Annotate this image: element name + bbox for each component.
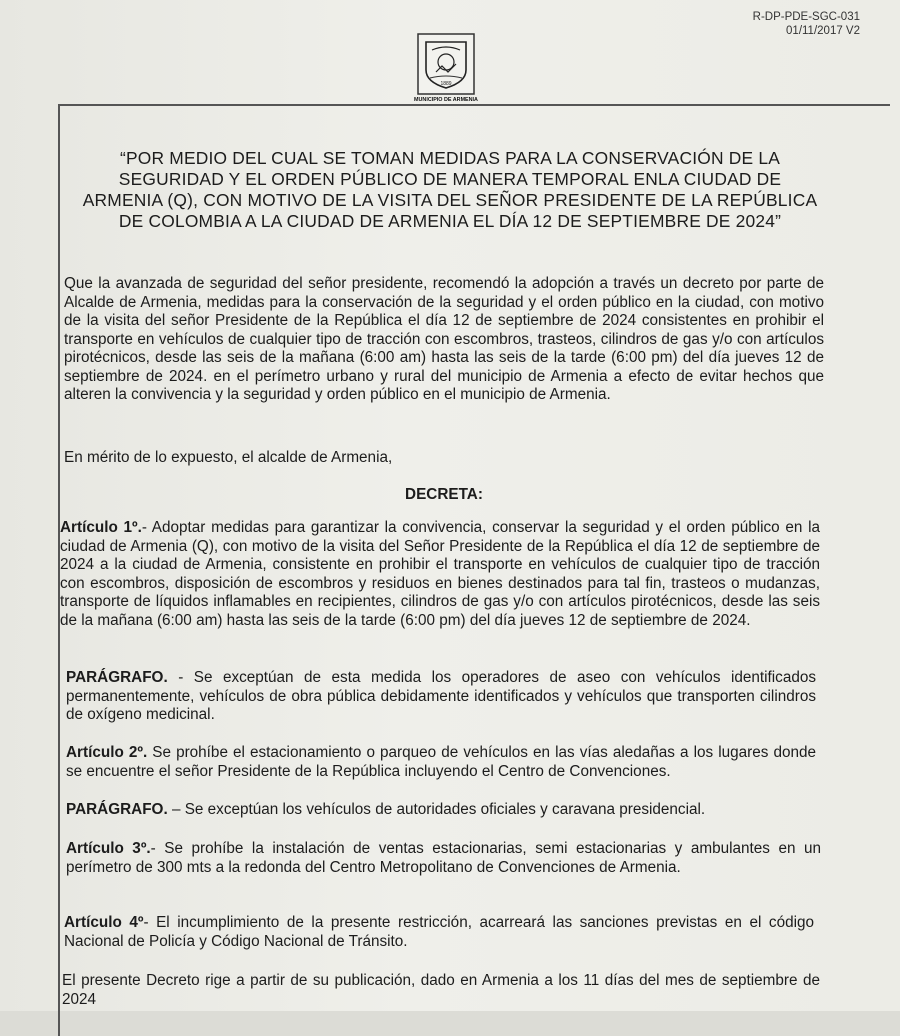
intro-paragraph: Que la avanzada de seguridad del señor presidente, recomendó la adopción a través un decreto por parte de Alcalde de Armenia, medidas para la conservación de la seguridad y el orden público en la ciudad, con motivo de la visita del señor Presidente de la República el día 12 de septiembre de 2024 consistentes en prohibir el transporte en vehículos de cualquier tipo de tracción con escombros, trasteos, cilindros de gas y/o con artículos pirotécnicos, desde las seis de la mañana (6:00 am) hasta las seis de la tarde (6:00 pm) del día jueves 12 de septiembre de 2024. en el perímetro urbano y rural del municipio de Armenia a efecto de evitar hechos que alteren la convivencia y la seguridad y orden público en el municipio de Armenia. xyxy=(64,275,824,403)
article-4 xyxy=(64,914,814,951)
svg-text:MUNICIPIO DE ARMENIA: MUNICIPIO DE ARMENIA xyxy=(414,97,478,103)
document-code-block xyxy=(753,10,860,38)
article-3-label: Artículo 3º. xyxy=(66,840,151,857)
decreta-heading: DECRETA: xyxy=(405,486,483,503)
article-4-label: Artículo 4º xyxy=(64,914,144,931)
paragraph-1 xyxy=(66,669,816,725)
article-1 xyxy=(60,519,820,630)
article-3-text: - Se prohíbe la instalación de ventas estacionarias, semi estacionarias y ambulantes en un perímetro de 300 mts a la redonda del Centro Metropolitano de Convenciones de Armenia. xyxy=(66,840,822,876)
document-code: R-DP-PDE-SGC-031 xyxy=(752,11,860,23)
article-1-text: - Adoptar medidas para garantizar la convivencia, conservar la seguridad y el orden público en la ciudad de Armenia (Q), con motivo de la visita del Señor Presidente de la República el día 12 de septiembre de 2024 a la ciudad de Armenia, consistente en prohibir el transporte en vehículos de cualquier tipo de tracción con escombros, disposición de escombros y residuos en bienes destinados para tal fin, trasteos o mudanzas, transporte de líquidos inflamables en recipientes, cilindros de gas y/o con artículos pirotécnicos, desde las seis de la mañana (6:00 am) hasta las seis de la tarde (6:00 pm) del día jueves 12 de septiembre de 2024. xyxy=(60,519,820,629)
municipality-seal-logo xyxy=(414,32,478,104)
article-4-text: - El incumplimiento de la presente restricción, acarreará las sanciones previstas en el código Nacional de Policía y Código Nacional de Tránsito. xyxy=(64,914,814,950)
paragraph-2-text: – Se exceptúan los vehículos de autoridades oficiales y caravana presidencial. xyxy=(167,801,706,818)
paragraph-2-label: PARÁGRAFO. xyxy=(66,801,168,818)
article-2-text: Se prohíbe el estacionamiento o parqueo de vehículos en las vías aledañas a los lugares donde se encuentre el señor Presidente de la República incluyendo el Centro de Convenciones. xyxy=(66,744,816,780)
decree-title: “POR MEDIO DEL CUAL SE TOMAN MEDIDAS PARA LA CONSERVACIÓN DE LA SEGURIDAD Y EL ORDEN PÚBLICO DE MANERA TEMPORAL ENLA CIUDAD DE ARMENIA (Q), CON MOTIVO DE LA VISITA DEL SEÑOR PRESIDENTE DE LA REPÚBLICA DE COLOMBIA A LA CIUDAD DE ARMENIA EL DÍA 12 DE SEPTIEMBRE DE 2024” xyxy=(82,148,818,231)
svg-text:1889: 1889 xyxy=(440,81,452,87)
paragraph-1-text: - Se exceptúan de esta medida los operadores de aseo con vehículos identificados permanentemente, vehículos de obra pública debidamente identificados y vehículos que transporten cilindros de oxígeno medicinal. xyxy=(66,669,816,723)
paragraph-2 xyxy=(66,801,816,820)
paragraph-1-label: PARÁGRAFO. xyxy=(66,669,168,686)
merito-paragraph: En mérito de lo expuesto, el alcalde de Armenia, xyxy=(64,449,393,466)
article-1-label: Artículo 1º. xyxy=(60,519,142,536)
document-version-date: 01/11/2017 V2 xyxy=(786,25,860,37)
article-2 xyxy=(66,744,816,781)
closing-paragraph: El presente Decreto rige a partir de su publicación, dado en Armenia a los 11 días del mes de septiembre de 2024 xyxy=(62,972,820,1008)
article-3 xyxy=(66,840,821,877)
article-2-label: Artículo 2º. xyxy=(66,744,148,761)
